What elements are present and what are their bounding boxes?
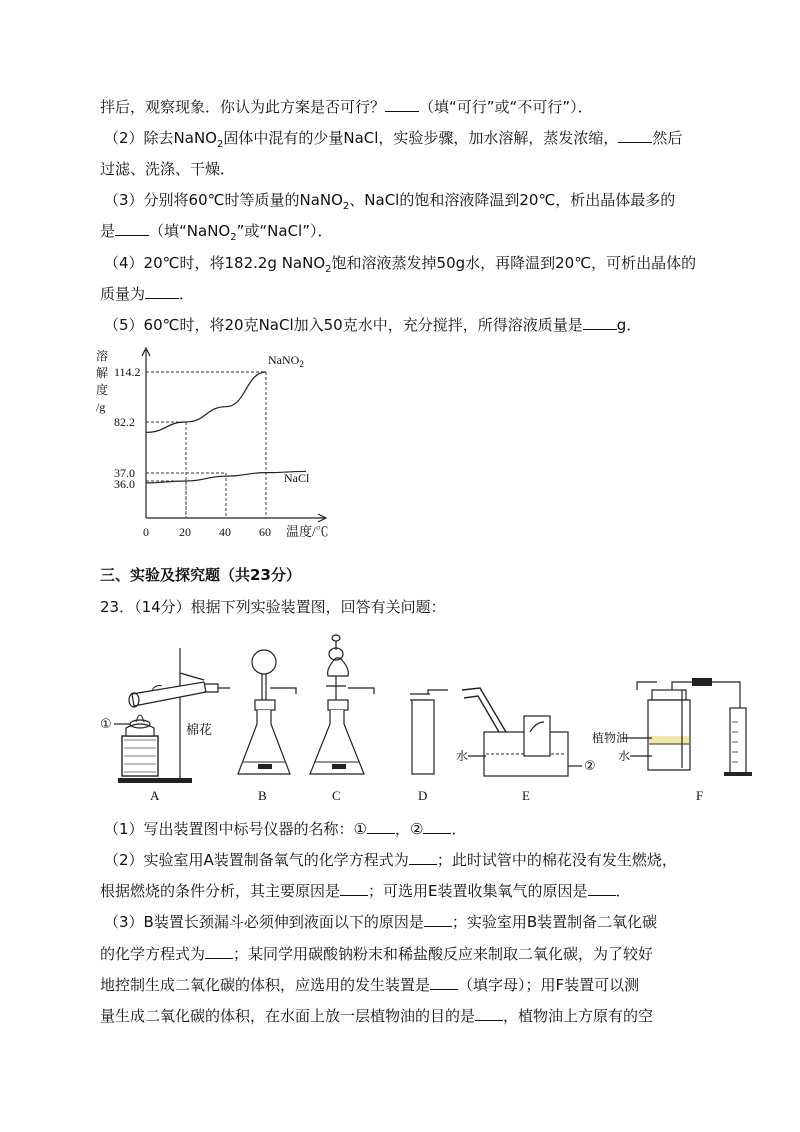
answer-blank[interactable] xyxy=(618,130,652,143)
answer-blank[interactable] xyxy=(424,914,452,927)
text-line: 的化学方程式为 ；某同学用碳酸钠粉末和稀盐酸反应来制取二氧化碳，为了较好 xyxy=(100,945,654,963)
water-label-f: 水 xyxy=(618,749,631,763)
answer-blank[interactable] xyxy=(409,852,437,865)
answer-blank[interactable] xyxy=(583,317,617,330)
x-axis-label: 温度/℃ xyxy=(286,524,329,539)
text-line: 质量为 ． xyxy=(100,285,195,303)
text-line: 根据燃烧的条件分析，其主要原因是 ；可选用E装置收集氧气的原因是 ． xyxy=(100,882,631,900)
answer-blank[interactable] xyxy=(115,223,149,236)
series-label: NaNO$_2$ xyxy=(268,353,304,369)
circle-2-label: ② xyxy=(584,759,596,774)
text-line: 拌后，观察现象．你认为此方案是否可行？ （填“可行”或“不可行”）． xyxy=(100,98,593,116)
x-tick-label: 0 xyxy=(143,525,149,539)
text-line: （1）写出装置图中标号仪器的名称：① ，② ． xyxy=(104,820,467,838)
apparatus-figure xyxy=(92,628,772,808)
label-a: A xyxy=(150,788,160,803)
water-label-e: 水 xyxy=(456,749,469,763)
answer-blank[interactable] xyxy=(588,883,616,896)
label-b: B xyxy=(258,788,267,803)
label-f: F xyxy=(696,788,704,803)
answer-blank[interactable] xyxy=(430,977,458,990)
apparatus-c xyxy=(310,635,374,803)
answer-blank[interactable] xyxy=(385,99,419,112)
y-axis-label: /g xyxy=(96,400,106,414)
answer-blank[interactable] xyxy=(205,946,233,959)
y-tick-label: 114.2 xyxy=(114,365,141,379)
apparatus-d xyxy=(410,690,448,803)
text-line: （3）B装置长颈漏斗必须伸到液面以下的原因是 ；实验室用B装置制备二氧化碳 xyxy=(104,913,658,931)
series-line xyxy=(146,372,266,432)
answer-blank[interactable] xyxy=(475,1008,503,1021)
oil-label-f: 植物油 xyxy=(592,731,629,745)
text-line: （5）60℃时，将20克NaCl加入50克水中，充分搅拌，所得溶液质量是 g． xyxy=(104,316,642,334)
answer-blank[interactable] xyxy=(145,286,179,299)
series-label-sub: 2 xyxy=(299,359,304,369)
x-tick-label: 60 xyxy=(259,525,271,539)
text-line: 量生成二氧化碳的体积，在水面上放一层植物油的目的是 ，植物油上方原有的空 xyxy=(100,1007,654,1025)
x-tick-label: 20 xyxy=(179,525,191,539)
y-tick-label: 36.0 xyxy=(114,477,135,491)
text-line: （3）分别将60℃时等质量的NaNO$_2$、NaCl的饱和溶液降温到20℃，析出晶体最多的 xyxy=(104,191,676,212)
question-intro: 23．（14分）根据下列实验装置图，回答有关问题： xyxy=(100,598,446,616)
label-d: D xyxy=(418,788,428,803)
text-line: （2）实验室用A装置制备氧气的化学方程式为 ；此时试管中的棉花没有发生燃烧， xyxy=(104,851,677,869)
answer-blank[interactable] xyxy=(340,883,368,896)
text-line: 过滤、洗涤、干燥． xyxy=(100,160,236,178)
apparatus-e xyxy=(456,688,596,803)
y-tick-label: 82.2 xyxy=(114,415,135,429)
y-axis-label: 解 xyxy=(96,366,109,380)
y-tick-label: 37.0 xyxy=(114,466,135,480)
y-axis-label: 度 xyxy=(96,383,109,397)
text-line: 地控制生成二氧化碳的体积，应选用的发生装置是 （填字母）；用F装置可以测 xyxy=(100,976,640,994)
text-line: （2）除去NaNO$_2$固体中混有的少量NaCl，实验步骤，加水溶解，蒸发浓缩， 然后 xyxy=(104,129,683,150)
series-label: NaCl xyxy=(284,471,310,485)
section-title: 三、实验及探究题（共23分） xyxy=(100,566,301,584)
solubility-chart xyxy=(90,340,350,540)
apparatus-b xyxy=(238,650,296,803)
label-e: E xyxy=(522,788,530,803)
x-tick-label: 40 xyxy=(219,525,231,539)
answer-blank[interactable] xyxy=(367,821,395,834)
label-c: C xyxy=(332,788,341,803)
apparatus-f xyxy=(592,678,752,803)
circle-1-label: ① xyxy=(100,717,112,732)
text-line: （4）20℃时，将182.2g NaNO$_2$饱和溶液蒸发掉50g水，再降温到20℃，可析出晶体的 xyxy=(104,254,697,275)
answer-blank[interactable] xyxy=(423,821,451,834)
y-axis-label: 溶 xyxy=(96,349,109,363)
text-line: 是 （填“NaNO$_2$”或“NaCl”）． xyxy=(100,222,333,243)
apparatus-a xyxy=(100,648,230,803)
cotton-label: 棉花 xyxy=(186,723,213,738)
